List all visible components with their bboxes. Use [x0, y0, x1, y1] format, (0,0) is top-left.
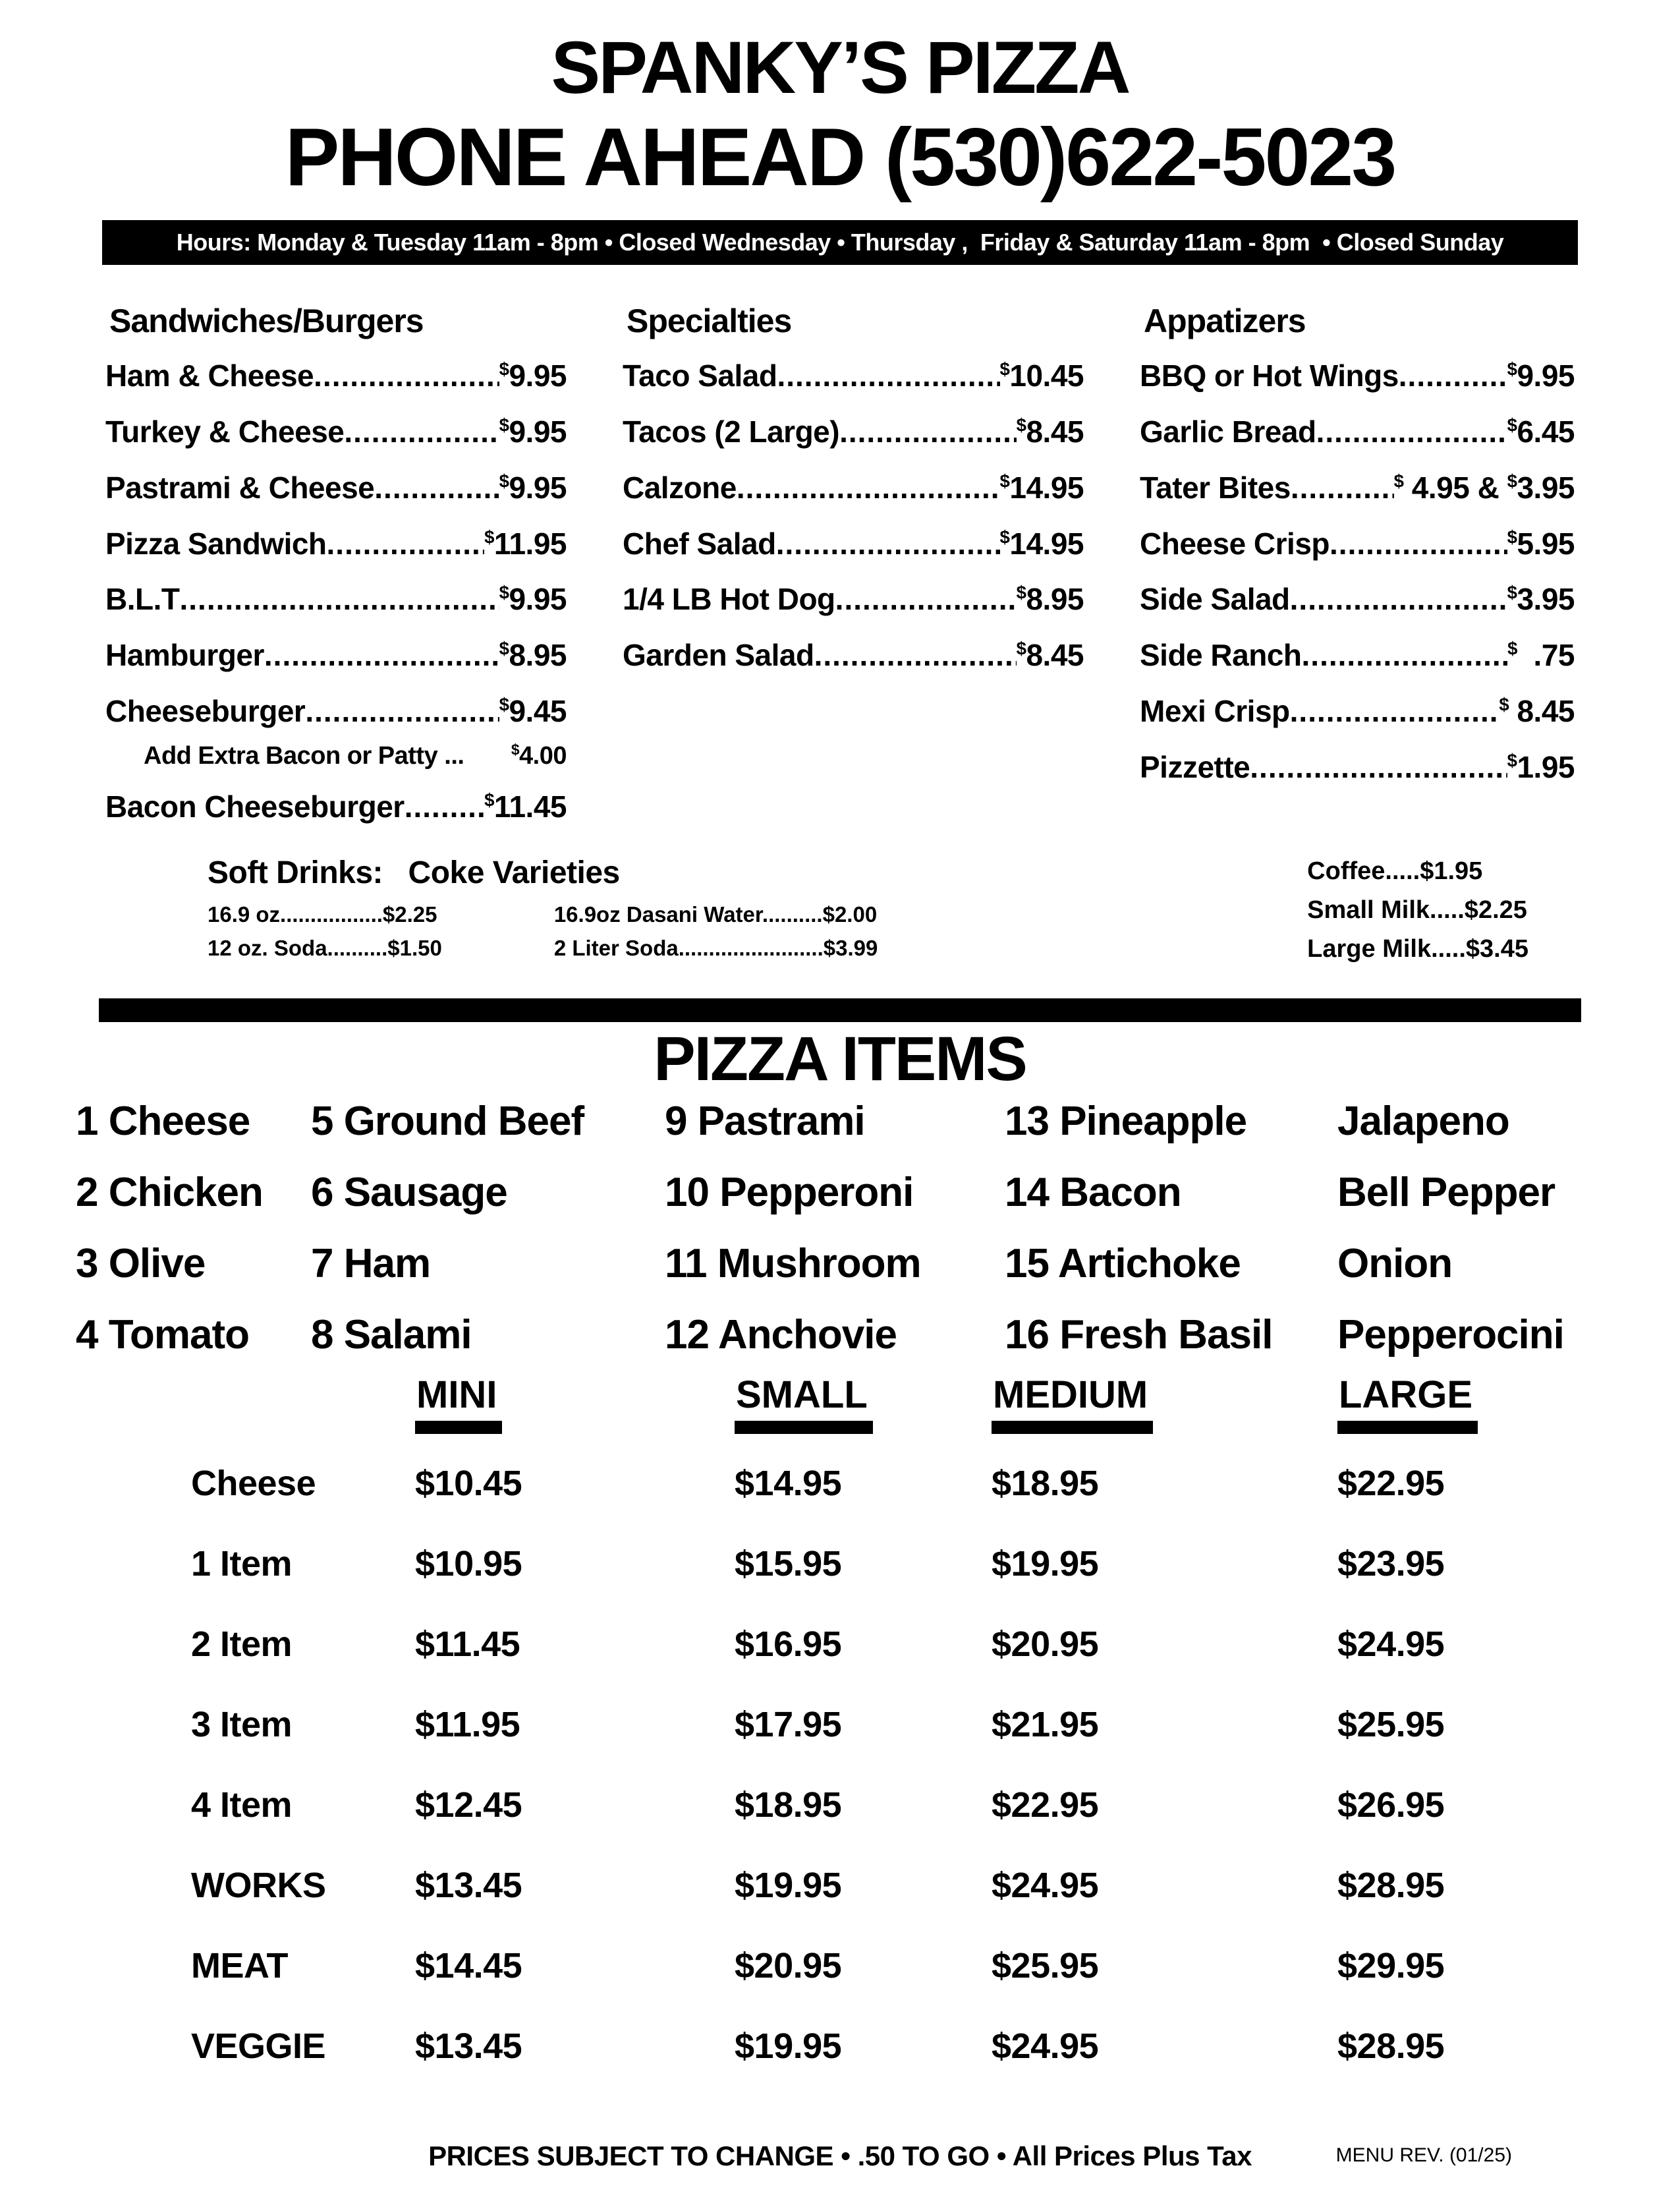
menu-item: [1140, 694, 1575, 729]
price-cell: $11.95: [415, 1705, 520, 1745]
item-name: Tacos (2 Large): [623, 414, 840, 449]
menu-column-2: [623, 302, 1084, 845]
size-header: [415, 1373, 735, 1434]
dot-leader: [405, 789, 484, 824]
dollar-sign: $: [499, 471, 509, 492]
menu-item: [1140, 414, 1575, 449]
drink-item: Small Milk.....$2.25: [1307, 896, 1527, 924]
menu-item: [1140, 638, 1575, 673]
price-cell: $15.95: [735, 1544, 842, 1584]
item-name: Mexi Crisp: [1140, 694, 1290, 729]
dollar-sign: $: [1507, 358, 1517, 380]
item-price: $9.95: [499, 414, 567, 449]
item-name: Bacon Cheeseburger: [105, 789, 405, 824]
footer-revision: MENU REV. (01/25): [1335, 2144, 1512, 2166]
dollar-sign: $: [499, 583, 509, 604]
soft-drinks-columns: [208, 901, 878, 969]
dot-leader: [327, 527, 485, 561]
dollar-sign: $: [499, 358, 509, 380]
menu-item: [623, 582, 1084, 617]
item-price: $9.45: [499, 694, 567, 729]
dot-leader: [814, 638, 1017, 673]
dollar-sign: $: [1507, 638, 1517, 659]
price-cell: $14.95: [735, 1464, 842, 1504]
topping-item: 10 Pepperoni: [665, 1170, 914, 1216]
item-price: $5.95: [1507, 526, 1575, 561]
menu-column-1: [105, 302, 567, 845]
topping-item: 6 Sausage: [311, 1170, 507, 1216]
dollar-sign: $: [1499, 694, 1509, 715]
dot-leader: [179, 582, 499, 617]
dot-leader: [314, 358, 499, 393]
phone-ahead-line: PHONE AHEAD (530)622-5023: [285, 112, 1395, 204]
menu-item: [105, 789, 567, 824]
topping-item: 2 Chicken: [76, 1170, 263, 1216]
item-name: Turkey & Cheese: [105, 414, 345, 449]
item-name: Ham & Cheese: [105, 358, 314, 393]
topping-item: 4 Tomato: [76, 1312, 249, 1358]
item-name: Pastrami & Cheese: [105, 470, 375, 505]
size-header-spacer: [191, 1373, 415, 1434]
menu-columns: [0, 302, 1680, 845]
menu-item: [105, 358, 567, 393]
menu-page: [0, 26, 1680, 2201]
dot-leader: [264, 638, 499, 673]
soft-drinks-left: [208, 855, 878, 969]
drink-item: 16.9oz Dasani Water..........$2.00: [553, 901, 878, 927]
column-title: Appatizers: [1144, 302, 1306, 339]
price-cell: $22.95: [992, 1785, 1099, 1825]
size-header: [1337, 1373, 1581, 1434]
price-cell: $19.95: [735, 1866, 842, 1906]
price-cell: $16.95: [735, 1624, 842, 1665]
price-cell: $11.45: [415, 1624, 520, 1665]
dot-leader: [1250, 750, 1507, 785]
item-name: Add Extra Bacon or Patty ...: [144, 742, 464, 770]
dollar-sign: $: [511, 741, 520, 758]
column-title: Specialties: [627, 302, 792, 339]
item-name: BBQ or Hot Wings: [1140, 358, 1399, 393]
price-cell: $17.95: [735, 1705, 842, 1745]
item-name: Calzone: [623, 470, 737, 505]
item-price: $8.45: [1016, 638, 1084, 673]
item-price: $8.45: [1016, 414, 1084, 449]
soft-drinks-col2: [554, 901, 878, 969]
price-cell: $23.95: [1337, 1544, 1445, 1584]
topping-item: 11 Mushroom: [665, 1241, 921, 1287]
column-title: Sandwiches/Burgers: [109, 302, 424, 339]
size-header-label: MEDIUM: [992, 1373, 1153, 1434]
item-price: $9.95: [499, 582, 567, 617]
price-cell: $21.95: [992, 1705, 1099, 1745]
item-price: $14.95: [999, 470, 1084, 505]
menu-item: [1140, 582, 1575, 617]
topping-item: 5 Ground Beef: [311, 1099, 584, 1145]
price-cell: $25.95: [1337, 1705, 1445, 1745]
item-price: $6.45: [1507, 414, 1575, 449]
item-price: $11.95: [484, 526, 567, 561]
price-row-label: 4 Item: [191, 1785, 293, 1825]
dollar-sign: $: [484, 527, 494, 548]
item-name: Hamburger: [105, 638, 264, 673]
dot-leader: [776, 527, 1000, 561]
topping-item: 12 Anchovie: [665, 1312, 897, 1358]
menu-item: [105, 471, 567, 505]
price-cell: $25.95: [992, 1946, 1099, 1986]
dot-leader: [344, 414, 499, 449]
dot-leader: [305, 694, 499, 729]
price-row-label: MEAT: [191, 1946, 288, 1986]
price-cell: $18.95: [992, 1464, 1099, 1504]
pizza-price-table: [191, 1373, 1581, 2065]
item-price: $ 4.95 & $3.95: [1393, 470, 1575, 505]
pizza-items-heading: PIZZA ITEMS: [654, 1023, 1026, 1094]
drink-item: 16.9 oz.................$2.25: [208, 901, 437, 927]
price-cell: $12.45: [415, 1785, 522, 1825]
item-price: $ .75: [1507, 638, 1575, 673]
dollar-sign: $: [484, 789, 494, 811]
menu-item: [623, 638, 1084, 673]
price-cell: $29.95: [1337, 1946, 1445, 1986]
dollar-sign: $: [1016, 638, 1026, 659]
price-cell: $18.95: [735, 1785, 842, 1825]
section-divider: [99, 998, 1581, 1022]
menu-item: [1140, 527, 1575, 561]
drink-item: 12 oz. Soda..........$1.50: [208, 936, 442, 961]
topping-item: 1 Cheese: [76, 1099, 250, 1145]
footer-notice: PRICES SUBJECT TO CHANGE • .50 TO GO • All Prices Plus Tax: [428, 2140, 1252, 2171]
price-cell: $19.95: [735, 2026, 842, 2067]
dot-leader: [374, 471, 499, 505]
topping-item: 16 Fresh Basil: [1005, 1312, 1273, 1358]
price-row-label: 3 Item: [191, 1705, 293, 1745]
soft-drinks-col1: [208, 901, 442, 969]
dollar-sign: $: [1507, 527, 1517, 548]
dollar-sign: $: [1507, 750, 1517, 771]
menu-item: [1140, 358, 1575, 393]
item-price: $14.95: [999, 526, 1084, 561]
item-price: $ 8.45: [1499, 694, 1575, 729]
item-name: B.L.T: [105, 582, 180, 617]
price-row-label: WORKS: [191, 1866, 326, 1906]
coffee-milk-block: [1307, 855, 1528, 972]
price-cell: $13.45: [415, 2026, 522, 2067]
item-price: $11.45: [484, 789, 567, 824]
topping-item: 7 Ham: [311, 1241, 431, 1287]
price-cell: $10.45: [415, 1464, 522, 1504]
menu-item: [105, 527, 567, 561]
size-header-label: MINI: [415, 1373, 502, 1434]
price-cell: $24.95: [1337, 1624, 1445, 1665]
item-name: Pizzette: [1140, 750, 1250, 785]
menu-item: [623, 471, 1084, 505]
item-price: $10.45: [999, 358, 1084, 393]
dollar-sign: $: [999, 527, 1010, 548]
price-cell: $20.95: [735, 1946, 842, 1986]
item-price: $4.00: [511, 741, 567, 770]
price-cell: $14.45: [415, 1946, 522, 1986]
price-row-label: VEGGIE: [191, 2026, 326, 2067]
price-row-label: Cheese: [191, 1464, 316, 1504]
item-price: $9.95: [499, 470, 567, 505]
footer: [0, 2140, 1680, 2180]
item-name: Cheese Crisp: [1140, 526, 1330, 561]
item-name: Side Ranch: [1140, 638, 1302, 673]
item-name: Tater Bites: [1140, 470, 1291, 505]
price-cell: $24.95: [992, 2026, 1099, 2067]
dollar-sign: $: [1016, 414, 1026, 436]
item-name: Garlic Bread: [1140, 414, 1316, 449]
size-header: [992, 1373, 1337, 1434]
menu-item: [1140, 471, 1575, 505]
soft-drinks-section: [0, 855, 1680, 972]
item-price: $9.95: [1507, 358, 1575, 393]
dollar-sign: $: [499, 414, 509, 436]
menu-column-3: [1140, 302, 1575, 845]
drink-item: Coffee.....$1.95: [1307, 857, 1483, 885]
price-cell: $19.95: [992, 1544, 1099, 1584]
restaurant-title: SPANKY’S PIZZA: [551, 26, 1129, 109]
price-cell: $26.95: [1337, 1785, 1445, 1825]
price-row-label: 2 Item: [191, 1624, 293, 1665]
price-row-label: 1 Item: [191, 1544, 293, 1584]
menu-item: [144, 742, 567, 771]
item-price: $1.95: [1507, 750, 1575, 785]
price-cell: $13.45: [415, 1866, 522, 1906]
item-price: $8.95: [499, 638, 567, 673]
dot-leader: [1302, 638, 1508, 673]
topping-item: 3 Olive: [76, 1241, 206, 1287]
dot-leader: [1316, 414, 1507, 449]
toppings-grid: [0, 1101, 1680, 1356]
item-name: Garden Salad: [623, 638, 814, 673]
menu-item: [1140, 750, 1575, 785]
topping-item: 13 Pineapple: [1005, 1099, 1247, 1145]
dot-leader: [1290, 582, 1507, 617]
menu-item: [623, 527, 1084, 561]
menu-item: [105, 414, 567, 449]
topping-item: Bell Pepper: [1337, 1170, 1555, 1216]
dollar-sign: $: [499, 694, 509, 715]
dot-leader: [777, 358, 999, 393]
menu-item: [105, 582, 567, 617]
dot-leader: [1291, 471, 1394, 505]
size-header: [735, 1373, 992, 1434]
hours-bar: Hours: Monday & Tuesday 11am - 8pm • Closed Wednesday • Thursday , Friday & Saturday 11am - 8pm • Closed Sunday: [102, 220, 1578, 265]
item-name: Side Salad: [1140, 582, 1290, 617]
soft-drinks-heading: Soft Drinks: Coke Varieties: [208, 855, 620, 890]
price-cell: $28.95: [1337, 1866, 1445, 1906]
size-header-label: SMALL: [735, 1373, 873, 1434]
item-name: Taco Salad: [623, 358, 777, 393]
dot-leader: [1399, 358, 1507, 393]
menu-item: [623, 358, 1084, 393]
topping-item: Jalapeno: [1337, 1099, 1509, 1145]
drink-item: 2 Liter Soda........................$3.99: [553, 936, 878, 961]
item-name: Cheeseburger: [105, 694, 306, 729]
topping-item: 15 Artichoke: [1005, 1241, 1241, 1287]
dollar-sign: $: [1016, 583, 1026, 604]
size-header-label: LARGE: [1337, 1373, 1478, 1434]
dollar-sign: $: [1393, 471, 1404, 492]
price-cell: $24.95: [992, 1866, 1099, 1906]
dollar-sign: $: [1507, 471, 1517, 492]
menu-item: [105, 638, 567, 673]
item-name: Pizza Sandwich: [105, 526, 327, 561]
topping-item: 14 Bacon: [1005, 1170, 1181, 1216]
dollar-sign: $: [999, 471, 1010, 492]
price-cell: $10.95: [415, 1544, 522, 1584]
topping-item: 8 Salami: [311, 1312, 472, 1358]
item-price: $3.95: [1507, 582, 1575, 617]
dot-leader: [839, 414, 1017, 449]
drink-item: Large Milk.....$3.45: [1307, 935, 1528, 963]
price-cell: $22.95: [1337, 1464, 1445, 1504]
item-name: Chef Salad: [623, 526, 776, 561]
dollar-sign: $: [1507, 414, 1517, 436]
topping-item: Pepperocini: [1337, 1312, 1564, 1358]
dollar-sign: $: [1507, 583, 1517, 604]
dollar-sign: $: [499, 638, 509, 659]
menu-item: [623, 414, 1084, 449]
price-cell: $20.95: [992, 1624, 1099, 1665]
price-cell: $28.95: [1337, 2026, 1445, 2067]
dot-leader: [1290, 694, 1499, 729]
menu-item: [105, 694, 567, 729]
item-price: $9.95: [499, 358, 567, 393]
dot-leader: [737, 471, 1000, 505]
dollar-sign: $: [999, 358, 1010, 380]
item-name: 1/4 LB Hot Dog: [623, 582, 835, 617]
topping-item: 9 Pastrami: [665, 1099, 865, 1145]
dot-leader: [1330, 527, 1507, 561]
topping-item: Onion: [1337, 1241, 1453, 1287]
item-price: $8.95: [1016, 582, 1084, 617]
dot-leader: [835, 582, 1017, 617]
